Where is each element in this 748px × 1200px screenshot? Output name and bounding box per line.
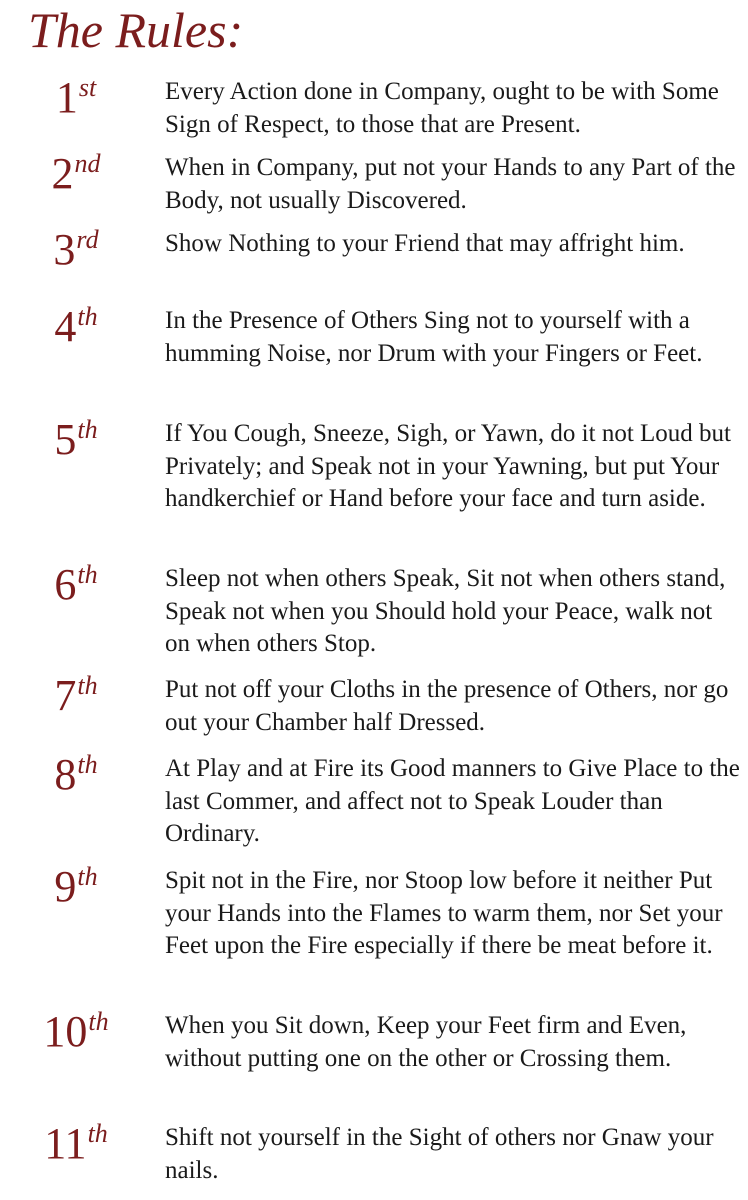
rule-text: At Play and at Fire its Good manners to Give Place to the last Commer, and affect not to Speak Louder than Ordinary. bbox=[165, 755, 740, 847]
rule-number: 10th bbox=[43, 1007, 109, 1056]
rule-text: Spit not in the Fire, nor Stoop low before it neither Put your Hands into the Flames to warm them, nor Set your Feet upon the Fire especially if there be meat before it. bbox=[165, 867, 723, 959]
rule-number: 7th bbox=[54, 671, 98, 720]
rule-number: 5th bbox=[54, 415, 98, 464]
rule-number: 9th bbox=[54, 862, 98, 911]
rule-text: Show Nothing to your Friend that may affright him. bbox=[165, 230, 685, 257]
rule-number: 6th bbox=[54, 560, 98, 609]
rule-text: Sleep not when others Speak, Sit not when others stand, Speak not when you Should hold your Peace, walk not on when others Stop. bbox=[165, 565, 726, 657]
rule-text: When you Sit down, Keep your Feet firm and Even, without putting one on the other or Crossing them. bbox=[165, 1012, 687, 1072]
rule-number: 11th bbox=[44, 1119, 108, 1168]
rule-text: Put not off your Cloths in the presence of Others, nor go out your Chamber half Dressed. bbox=[165, 676, 729, 736]
rule-number: 1st bbox=[55, 73, 97, 122]
rule-number: 8th bbox=[54, 750, 98, 799]
rule-number: 2nd bbox=[51, 149, 101, 198]
rule-text: Shift not yourself in the Sight of others nor Gnaw your nails. bbox=[165, 1124, 714, 1184]
rule-text: If You Cough, Sneeze, Sigh, or Yawn, do it not Loud but Privately; and Speak not in your Yawning, but put Your handkerchief or Hand before your face and turn aside. bbox=[165, 420, 731, 512]
rule-text: Every Action done in Company, ought to be with Some Sign of Respect, to those that are Present. bbox=[165, 78, 719, 138]
rule-text: In the Presence of Others Sing not to yourself with a humming Noise, nor Drum with your Fingers or Feet. bbox=[165, 307, 703, 367]
rule-text: When in Company, put not your Hands to any Part of the Body, not usually Discovered. bbox=[165, 154, 736, 214]
rule-number: 4th bbox=[54, 302, 98, 351]
rule-number: 3rd bbox=[53, 225, 99, 274]
page-title: The Rules: bbox=[28, 2, 244, 58]
